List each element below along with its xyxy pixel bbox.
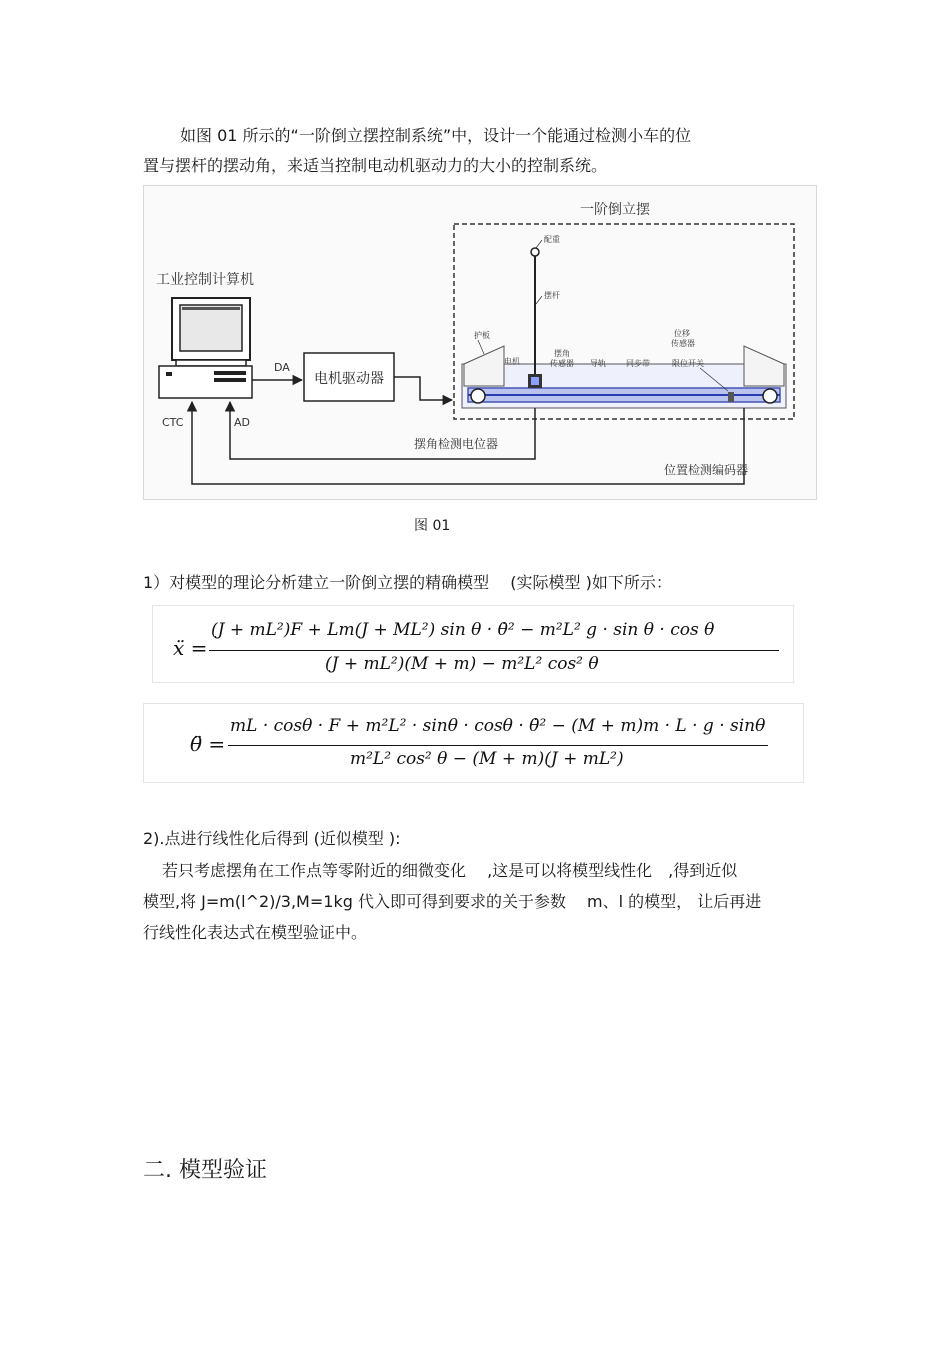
part-disp-sensor-1: 位移 [674,329,690,338]
eq2-lhs: θ̈ = [190,732,226,756]
eq2-numerator: mL · cosθ · F + m²L² · sinθ · cosθ · θ̇² − (M + m)m · L · g · sinθ [230,716,766,736]
eq2-denominator: m²L² cos² θ − (M + m)(J + mL²) [350,749,624,769]
part-belt: 同步带 [626,359,650,368]
intro-line-1: 如图 01 所示的“一阶倒立摆控制系统”中，设计一个能通过检测小车的位 [180,126,692,145]
part-guard: 护板 [474,331,490,340]
eq1-fraction-bar [209,650,779,651]
ctc-label: CTC [162,416,184,429]
section2-line-3: 行线性化表达式在模型验证中。 [143,923,368,942]
equation-theta-ddot [143,703,804,783]
part-angle-sensor-1: 摆角 [554,349,570,358]
position-line-label: 位置检测编码器 [664,463,749,477]
counterweight [531,248,539,256]
section2-line-2: 模型,将 J=m(l^2)/3,M=1kg 代入即可得到要求的关于参数 m、l 的模型， 让后再进 [143,892,762,911]
part-weight: 配重 [544,235,560,244]
section2-label: 2).点进行线性化后得到 (近似模型 ): [143,829,401,848]
eq1-denominator: (J + mL²)(M + m) − m²L² cos² θ [325,654,599,674]
eq2-fraction-bar [228,745,768,746]
computer-icon [159,298,252,398]
eq1-lhs: ẍ = [173,636,208,660]
part-rod: 摆杆 [544,291,560,300]
eq1-numerator: (J + mL²)F + Lm(J + ML²) sin θ · θ̇² − m²L² g · sin θ · cos θ [211,620,715,640]
part-limit-switch: 限位开关 [672,359,704,368]
equation-x-ddot [152,605,794,683]
da-label: DA [274,361,290,374]
motor-driver-label: 电机驱动器 [314,371,384,387]
ad-label: AD [234,416,250,429]
section1-label: 1）对模型的理论分析建立一阶倒立摆的精确模型 (实际模型 )如下所示： [143,573,672,592]
angle-sensor-line-label: 摆角检测电位器 [414,437,499,451]
computer-label: 工业控制计算机 [156,272,254,288]
part-angle-sensor-2: 传感器 [550,359,574,368]
cart-rail-assembly [462,346,786,408]
part-rail: 导轨 [590,359,606,368]
part-motor: 电机 [504,357,520,366]
section-heading: 二. 模型验证 [143,1158,267,1183]
enclosure-title: 一阶倒立摆 [580,202,650,218]
part-disp-sensor-2: 传感器 [671,339,695,348]
inverted-pendulum-figure [143,185,817,500]
intro-line-2: 置与摆杆的摆动角，来适当控制电动机驱动力的大小的控制系统。 [143,156,608,175]
figure-caption: 图 01 [414,518,451,534]
section2-line-1: 若只考虑摆角在工作点等零附近的细微变化 ,这是可以将模型线性化 ,得到近似 [162,861,738,880]
